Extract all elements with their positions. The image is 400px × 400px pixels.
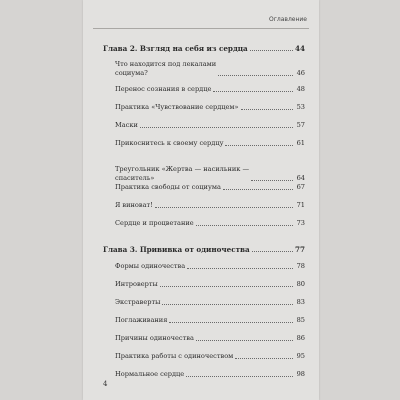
running-head: Оглавление (269, 16, 307, 23)
toc-entry[interactable] (103, 352, 305, 361)
toc-page-number: 48 (296, 85, 305, 93)
toc-leader (252, 251, 293, 252)
toc-chapter-3[interactable] (103, 245, 305, 254)
toc-leader (241, 109, 293, 110)
toc-entry-title: Интроверты (115, 280, 158, 288)
toc-page-number: 95 (296, 352, 305, 360)
toc-entry[interactable] (103, 298, 305, 307)
header-rule (93, 28, 309, 29)
toc-chapter-2[interactable] (103, 44, 305, 53)
toc-page-number: 80 (296, 280, 305, 288)
toc-entry[interactable] (103, 165, 305, 183)
toc-entry-title: Практика «Чувствование сердцем» (115, 103, 239, 111)
toc-leader (160, 286, 293, 287)
toc-page-number: 77 (294, 245, 305, 254)
toc-leader (250, 50, 293, 51)
toc-page-number: 61 (296, 139, 305, 147)
toc-entry[interactable] (103, 219, 305, 228)
book-page (83, 0, 319, 400)
toc-leader (251, 180, 293, 181)
toc-entry-title: Формы одиночества (115, 262, 186, 270)
toc-leader (218, 75, 293, 76)
toc-entry[interactable] (103, 334, 305, 343)
page-number: 4 (103, 380, 108, 388)
toc-page-number: 67 (296, 183, 305, 191)
toc-page-number: 44 (294, 44, 305, 53)
toc-entry-title: Я виноват! (115, 201, 153, 209)
toc-leader (196, 225, 293, 226)
toc-entry[interactable] (103, 139, 305, 148)
toc-page-number: 46 (296, 69, 305, 77)
toc-page-number: 86 (296, 334, 305, 342)
toc-entry-title: Нормальное сердце (115, 370, 185, 378)
toc-page-number: 78 (296, 262, 305, 270)
toc-leader (186, 376, 293, 377)
toc-leader (235, 358, 293, 359)
toc-entry-title: Перенос сознания в сердце (115, 85, 212, 93)
toc-entry-title: Причины одиночества (115, 334, 194, 342)
toc-entry-title: Треугольник «Жертва — насильник — спаситель» (115, 165, 250, 182)
toc-leader (155, 207, 293, 208)
toc-page-number: 64 (296, 174, 305, 182)
toc-entry-title: Экстраверты (115, 298, 161, 306)
toc-page-number: 83 (296, 298, 305, 306)
toc-entry[interactable] (103, 262, 305, 271)
toc-entry[interactable] (103, 280, 305, 289)
toc-entry[interactable] (103, 183, 305, 192)
toc-entry-title: Поглаживания (115, 316, 168, 324)
toc-entry-title: Маски (115, 121, 138, 129)
toc-entry[interactable] (103, 370, 305, 379)
toc-page-number: 98 (296, 370, 305, 378)
toc-leader (169, 322, 293, 323)
toc-page-number: 73 (296, 219, 305, 227)
toc-leader (140, 127, 293, 128)
toc-leader (213, 91, 293, 92)
toc-entry[interactable] (103, 85, 305, 94)
toc-entry[interactable] (103, 316, 305, 325)
toc-entry[interactable] (103, 60, 305, 78)
toc-leader (162, 304, 293, 305)
toc-leader (196, 340, 293, 341)
toc-entry-title: Сердце и процветание (115, 219, 194, 227)
toc-leader (187, 268, 293, 269)
toc-page-number: 71 (296, 201, 305, 209)
toc-entry[interactable] (103, 103, 305, 112)
toc-leader (223, 189, 293, 190)
toc-entry-title: Практика свободы от социума (115, 183, 221, 191)
toc-page-number: 85 (296, 316, 305, 324)
toc-chapter-title: Глава 3. Прививка от одиночества (103, 245, 250, 254)
toc-entry[interactable] (103, 201, 305, 210)
toc-entry-title: Что находится под лекалами социума? (115, 60, 217, 77)
toc-entry-title: Прикоснитесь к своему сердцу (115, 139, 224, 147)
toc-leader (225, 145, 293, 146)
toc-entry-title: Практика работы с одиночеством (115, 352, 234, 360)
toc-page-number: 53 (296, 103, 305, 111)
toc-page-number: 57 (296, 121, 305, 129)
toc-entry[interactable] (103, 121, 305, 130)
toc-chapter-title: Глава 2. Взгляд на себя из сердца (103, 44, 248, 53)
